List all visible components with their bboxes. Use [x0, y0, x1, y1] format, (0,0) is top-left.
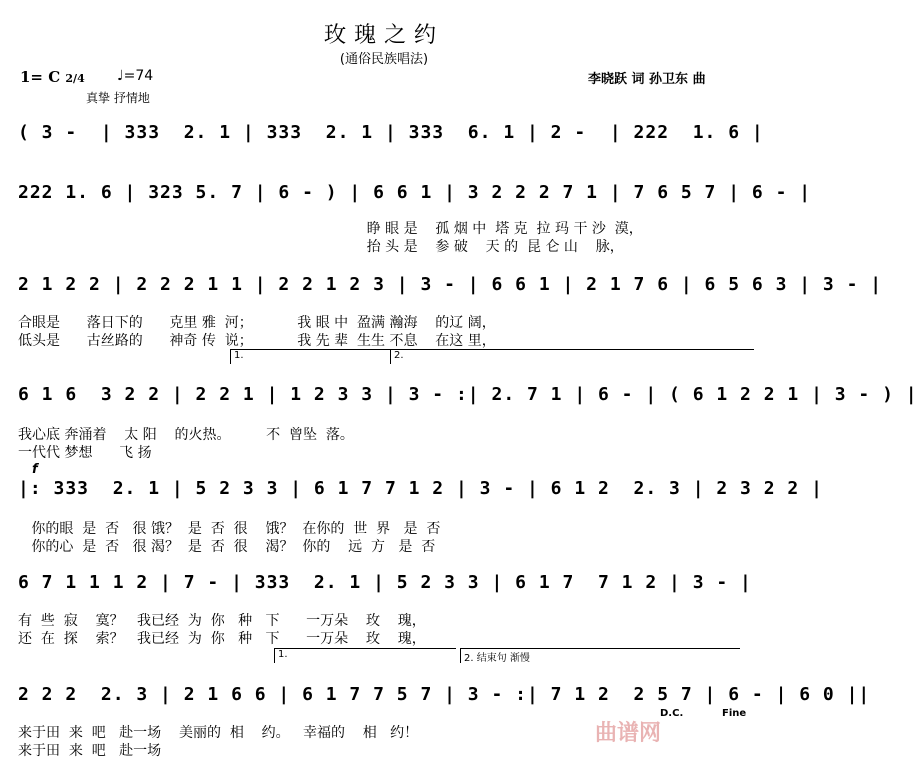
lyric-line-2b: 抬 头 是 参 破 天 的 昆 仑 山 脉， [340, 239, 624, 255]
dynamic-mark: f [32, 462, 38, 477]
time-signature: 2/4 [65, 72, 85, 85]
volta-second: 2. [390, 349, 754, 364]
page-title: 玫瑰之约 [323, 23, 444, 48]
subtitle: (通俗民族唱法) [339, 52, 429, 67]
lyric-line-3a: 合眼是 落日下的 克里 雅 河； 我 眼 中 盈满 瀚海 的辽 阔， [18, 315, 496, 331]
lyric-line-7a: 来于田 来 吧 赴一场 美丽的 相 约。 幸福的 相 约！ [18, 725, 419, 741]
lyric-line-5a: 你的眼 是 否 很 饿？ 是 否 很 饿？ 在你的 世 界 是 否 [18, 521, 441, 537]
lyric-line-4b: 一代代 梦想 飞 扬 [18, 445, 152, 461]
score-line-4: 6 1 6 3 2 2 | 2 2 1 | 1 2 3 3 | 3 - :| 2. 7 1 | 6 - | ( 6 1 2 2 1 | 3 - ) | [18, 384, 918, 405]
score-line-2: 222 1. 6 | 323 5. 7 | 6 - ) | 6 6 1 | 3 2 2 2 7 1 | 7 6 5 7 | 6 - | [18, 182, 812, 203]
score-line-3: 2 1 2 2 | 2 2 2 1 1 | 2 2 1 2 3 | 3 - | 6 6 1 | 2 1 7 6 | 6 5 6 3 | 3 - | [18, 274, 883, 295]
volta-second-end: 2. 结束句 渐慢 [460, 648, 740, 663]
expression-marking: 真挚 抒情地 [86, 91, 150, 105]
dc-mark: D.C. [660, 708, 684, 719]
lyric-line-7b: 来于田 来 吧 赴一场 [18, 743, 162, 759]
key-label: 1= C [20, 68, 61, 86]
key-signature [20, 68, 85, 86]
tempo-marking: ♩=74 [117, 68, 154, 84]
score-line-7: 2 2 2 2. 3 | 2 1 6 6 | 6 1 7 7 5 7 | 3 - :| 7 1 2 2 5 7 | 6 - | 6 0 || [18, 684, 871, 705]
lyric-line-2a: 睁 眼 是 孤 烟 中 塔 克 拉 玛 干 沙 漠， [340, 221, 643, 237]
score-line-1: ( 3 - | 333 2. 1 | 333 2. 1 | 333 6. 1 | 2 - | 222 1. 6 | [18, 122, 764, 143]
score-line-5: |: 333 2. 1 | 5 2 3 3 | 6 1 7 7 1 2 | 3 - | 6 1 2 2. 3 | 2 3 2 2 | [18, 478, 823, 499]
lyric-line-6a: 有 些 寂 寞？ 我已经 为 你 种 下 一万朵 玫 瑰， [18, 613, 426, 629]
lyric-line-4a: 我心底 奔涌着 太 阳 的火热。 不 曾坠 落。 [18, 427, 354, 443]
lyric-line-6b: 还 在 探 索？ 我已经 为 你 种 下 一万朵 玫 瑰， [18, 631, 426, 647]
volta-first-end: 1. [274, 648, 456, 663]
fine-mark: Fine [722, 708, 747, 719]
lyric-line-5b: 你的心 是 否 很 渴？ 是 否 很 渴？ 你的 远 方 是 否 [18, 539, 436, 555]
volta-first: 1. [230, 349, 390, 364]
credits: 李晓跃 词 孙卫东 曲 [588, 72, 706, 87]
watermark-logo: 曲谱网 [595, 721, 662, 746]
lyric-line-3b: 低头是 古丝路的 神奇 传 说； 我 先 辈 生生 不息 在这 里， [18, 333, 496, 349]
score-line-6: 6 7 1 1 1 2 | 7 - | 333 2. 1 | 5 2 3 3 | 6 1 7 7 1 2 | 3 - | [18, 572, 752, 593]
